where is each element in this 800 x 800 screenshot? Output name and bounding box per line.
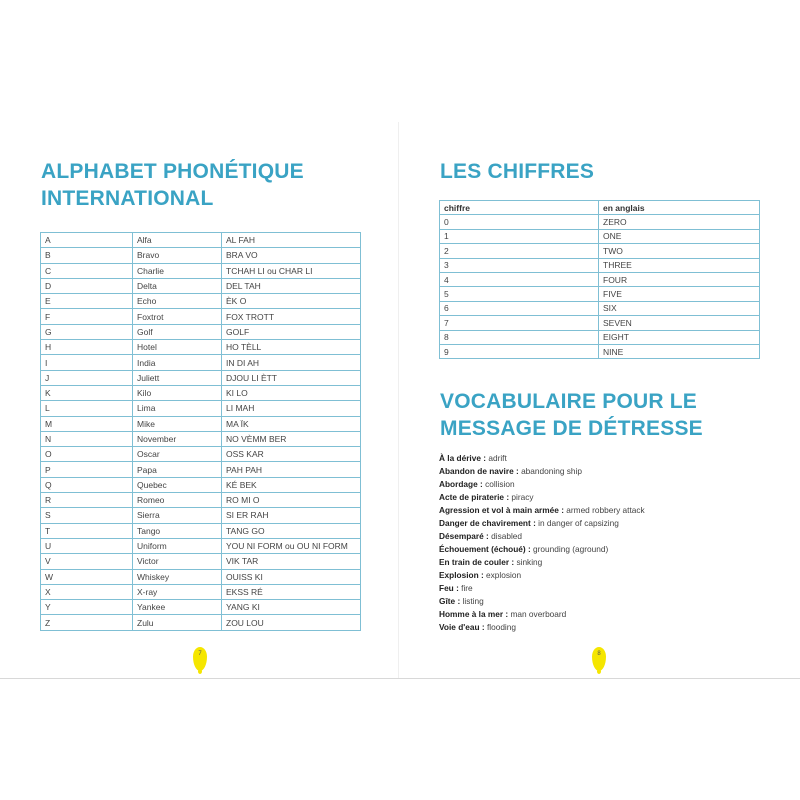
- vocab-separator: :: [479, 622, 487, 632]
- word-cell: Uniform: [133, 538, 222, 553]
- vocab-term: Voie d'eau: [439, 622, 480, 632]
- vocab-translation: in danger of capsizing: [538, 518, 619, 528]
- table-row: [440, 287, 760, 301]
- pronunciation-cell: HO TÈLL: [222, 340, 361, 355]
- letter-cell: N: [41, 431, 133, 446]
- page-number-marker: [592, 647, 606, 673]
- vocab-translation: fire: [461, 583, 473, 593]
- letter-cell: U: [41, 538, 133, 553]
- word-cell: Quebec: [133, 477, 222, 492]
- letter-cell: M: [41, 416, 133, 431]
- table-row: [41, 584, 361, 599]
- vocab-title: VOCABULAIRE POUR LE MESSAGE DE DÉTRESSE: [440, 390, 703, 440]
- vocab-separator: :: [509, 557, 517, 567]
- vocab-entry: [439, 569, 759, 582]
- word-cell: Alfa: [133, 233, 222, 248]
- vocab-separator: :: [478, 570, 487, 580]
- vocab-entry: [439, 595, 759, 608]
- table-row: [41, 309, 361, 324]
- word-cell: Tango: [133, 523, 222, 538]
- table-row: [440, 272, 760, 286]
- pronunciation-cell: DEL TAH: [222, 278, 361, 293]
- pronunciation-cell: IN DI AH: [222, 355, 361, 370]
- word-cell: Romeo: [133, 493, 222, 508]
- vocab-separator: :: [455, 596, 463, 606]
- word-cell: Echo: [133, 294, 222, 309]
- letter-cell: A: [41, 233, 133, 248]
- vocab-translation: adrift: [488, 453, 507, 463]
- table-row: [41, 600, 361, 615]
- letter-cell: X: [41, 584, 133, 599]
- vocab-term: Danger de chavirement: [439, 518, 531, 528]
- vocab-separator: :: [530, 518, 539, 528]
- english-cell: SEVEN: [599, 316, 760, 330]
- vocab-separator: :: [504, 492, 512, 502]
- pronunciation-cell: EKSS RÉ: [222, 584, 361, 599]
- english-cell: ZERO: [599, 215, 760, 229]
- table-row: [41, 554, 361, 569]
- word-cell: November: [133, 431, 222, 446]
- word-cell: Foxtrot: [133, 309, 222, 324]
- table-row: [440, 316, 760, 330]
- table-row: [41, 508, 361, 523]
- vocab-translation: man overboard: [510, 609, 567, 619]
- table-row: [41, 324, 361, 339]
- word-cell: Victor: [133, 554, 222, 569]
- letter-cell: Z: [41, 615, 133, 630]
- column-header: en anglais: [599, 201, 760, 215]
- letter-cell: V: [41, 554, 133, 569]
- table-row: [41, 294, 361, 309]
- vocab-separator: :: [483, 531, 492, 541]
- page-number-marker: [193, 647, 207, 673]
- vocab-separator: :: [503, 609, 511, 619]
- vocab-entry: [439, 608, 759, 621]
- phonetic-alphabet-table: [40, 232, 361, 631]
- vocab-entry: [439, 530, 759, 543]
- table-row: [41, 569, 361, 584]
- letter-cell: K: [41, 385, 133, 400]
- vocab-separator: :: [480, 453, 489, 463]
- english-cell: SIX: [599, 301, 760, 315]
- table-row: [41, 248, 361, 263]
- english-cell: TWO: [599, 244, 760, 258]
- digit-cell: 6: [440, 301, 599, 315]
- vocab-separator: :: [513, 466, 522, 476]
- letter-cell: W: [41, 569, 133, 584]
- digit-cell: 2: [440, 244, 599, 258]
- pronunciation-cell: TANG GO: [222, 523, 361, 538]
- vocab-list: [439, 452, 759, 634]
- vocab-entry: [439, 491, 759, 504]
- vocab-entry: [439, 465, 759, 478]
- english-cell: ONE: [599, 229, 760, 243]
- word-cell: Mike: [133, 416, 222, 431]
- word-cell: Lima: [133, 401, 222, 416]
- letter-cell: T: [41, 523, 133, 538]
- table-row: [41, 431, 361, 446]
- word-cell: Oscar: [133, 447, 222, 462]
- vocab-translation: grounding (aground): [533, 544, 609, 554]
- letter-cell: C: [41, 263, 133, 278]
- digit-cell: 5: [440, 287, 599, 301]
- table-row: [41, 416, 361, 431]
- pronunciation-cell: TCHAH LI ou CHAR LI: [222, 263, 361, 278]
- letter-cell: S: [41, 508, 133, 523]
- digit-cell: 9: [440, 344, 599, 358]
- table-row: [41, 538, 361, 553]
- digit-cell: 7: [440, 316, 599, 330]
- vocab-term: Abandon de navire: [439, 466, 514, 476]
- pronunciation-cell: YOU NI FORM ou OU NI FORM: [222, 538, 361, 553]
- vocab-translation: collision: [485, 479, 515, 489]
- word-cell: Juliett: [133, 370, 222, 385]
- table-row: [41, 278, 361, 293]
- table-row: [41, 355, 361, 370]
- table-row: [41, 477, 361, 492]
- pronunciation-cell: DJOU LI ÈTT: [222, 370, 361, 385]
- page-number: 8: [597, 651, 601, 657]
- table-row: [440, 215, 760, 229]
- vocab-term: Homme à la mer: [439, 609, 504, 619]
- pronunciation-cell: YANG KI: [222, 600, 361, 615]
- letter-cell: J: [41, 370, 133, 385]
- letter-cell: P: [41, 462, 133, 477]
- letter-cell: H: [41, 340, 133, 355]
- column-header: chiffre: [440, 201, 599, 215]
- vocab-translation: disabled: [491, 531, 523, 541]
- pronunciation-cell: SI ER RAH: [222, 508, 361, 523]
- vocab-term: Feu: [439, 583, 454, 593]
- vocab-term: Abordage: [439, 479, 478, 489]
- english-cell: EIGHT: [599, 330, 760, 344]
- pronunciation-cell: AL FAH: [222, 233, 361, 248]
- pronunciation-cell: VIK TAR: [222, 554, 361, 569]
- word-cell: Kilo: [133, 385, 222, 400]
- page-number: 7: [198, 651, 202, 657]
- vocab-entry: [439, 478, 759, 491]
- word-cell: Yankee: [133, 600, 222, 615]
- vocab-translation: listing: [462, 596, 484, 606]
- word-cell: Whiskey: [133, 569, 222, 584]
- table-row: [440, 344, 760, 358]
- letter-cell: F: [41, 309, 133, 324]
- vocab-entry: [439, 452, 759, 465]
- table-row: [440, 244, 760, 258]
- digit-cell: 3: [440, 258, 599, 272]
- vocab-entry: [439, 504, 759, 517]
- digit-cell: 0: [440, 215, 599, 229]
- english-cell: NINE: [599, 344, 760, 358]
- digit-cell: 8: [440, 330, 599, 344]
- word-cell: Delta: [133, 278, 222, 293]
- letter-cell: Y: [41, 600, 133, 615]
- letter-cell: R: [41, 493, 133, 508]
- table-row: [41, 447, 361, 462]
- digits-table: [439, 200, 760, 359]
- letter-cell: D: [41, 278, 133, 293]
- vocab-entry: [439, 556, 759, 569]
- pronunciation-cell: LI MAH: [222, 401, 361, 416]
- vocab-term: Désemparé: [439, 531, 484, 541]
- table-row: [41, 493, 361, 508]
- digits-title: LES CHIFFRES: [440, 160, 595, 183]
- book-gutter: [398, 122, 399, 678]
- pronunciation-cell: GOLF: [222, 324, 361, 339]
- table-row: [41, 340, 361, 355]
- letter-cell: Q: [41, 477, 133, 492]
- letter-cell: L: [41, 401, 133, 416]
- vocab-term: Échouement (échoué): [439, 544, 526, 554]
- table-row: [440, 258, 760, 272]
- table-row: [41, 263, 361, 278]
- pronunciation-cell: OUISS KI: [222, 569, 361, 584]
- pronunciation-cell: KÉ BEK: [222, 477, 361, 492]
- vocab-term: Gîte: [439, 596, 456, 606]
- table-row: [41, 615, 361, 630]
- pronunciation-cell: OSS KAR: [222, 447, 361, 462]
- pronunciation-cell: ÈK O: [222, 294, 361, 309]
- table-row: [41, 462, 361, 477]
- table-row: [41, 233, 361, 248]
- word-cell: Hotel: [133, 340, 222, 355]
- table-header-row: [440, 201, 760, 215]
- pronunciation-cell: RO MI O: [222, 493, 361, 508]
- pronunciation-cell: FOX TROTT: [222, 309, 361, 324]
- vocab-entry: [439, 543, 759, 556]
- vocab-entry: [439, 517, 759, 530]
- vocab-separator: :: [558, 505, 567, 515]
- alphabet-title: ALPHABET PHONÉTIQUE INTERNATIONAL: [41, 160, 304, 210]
- vocab-separator: :: [453, 583, 462, 593]
- vocab-separator: :: [525, 544, 534, 554]
- vocab-translation: sinking: [516, 557, 543, 567]
- vocab-translation: flooding: [486, 622, 517, 632]
- vocab-term: Explosion: [439, 570, 479, 580]
- vocab-term: Agression et vol à main armée: [439, 505, 559, 515]
- pronunciation-cell: NO VÈMM BER: [222, 431, 361, 446]
- letter-cell: O: [41, 447, 133, 462]
- english-cell: THREE: [599, 258, 760, 272]
- word-cell: Golf: [133, 324, 222, 339]
- vocab-entry: [439, 621, 759, 634]
- table-row: [440, 229, 760, 243]
- vocab-translation: abandoning ship: [521, 466, 582, 476]
- word-cell: India: [133, 355, 222, 370]
- vocab-translation: piracy: [511, 492, 534, 502]
- word-cell: Bravo: [133, 248, 222, 263]
- vocab-term: Acte de piraterie: [439, 492, 505, 502]
- table-row: [41, 370, 361, 385]
- vocab-term: À la dérive: [439, 453, 481, 463]
- table-row: [41, 385, 361, 400]
- vocab-term: En train de couler: [439, 557, 510, 567]
- word-cell: X-ray: [133, 584, 222, 599]
- letter-cell: I: [41, 355, 133, 370]
- digit-cell: 4: [440, 272, 599, 286]
- pronunciation-cell: ZOU LOU: [222, 615, 361, 630]
- pronunciation-cell: PAH PAH: [222, 462, 361, 477]
- pronunciation-cell: BRA VO: [222, 248, 361, 263]
- table-row: [440, 301, 760, 315]
- letter-cell: G: [41, 324, 133, 339]
- word-cell: Papa: [133, 462, 222, 477]
- vocab-translation: armed robbery attack: [566, 505, 645, 515]
- vocab-translation: explosion: [486, 570, 522, 580]
- digit-cell: 1: [440, 229, 599, 243]
- page-bottom-edge: [0, 678, 800, 679]
- english-cell: FOUR: [599, 272, 760, 286]
- table-row: [440, 330, 760, 344]
- vocab-separator: :: [477, 479, 486, 489]
- word-cell: Charlie: [133, 263, 222, 278]
- english-cell: FIVE: [599, 287, 760, 301]
- pronunciation-cell: KI LO: [222, 385, 361, 400]
- table-row: [41, 523, 361, 538]
- vocab-entry: [439, 582, 759, 595]
- pronunciation-cell: MA ÏK: [222, 416, 361, 431]
- letter-cell: E: [41, 294, 133, 309]
- word-cell: Zulu: [133, 615, 222, 630]
- table-row: [41, 401, 361, 416]
- letter-cell: B: [41, 248, 133, 263]
- word-cell: Sierra: [133, 508, 222, 523]
